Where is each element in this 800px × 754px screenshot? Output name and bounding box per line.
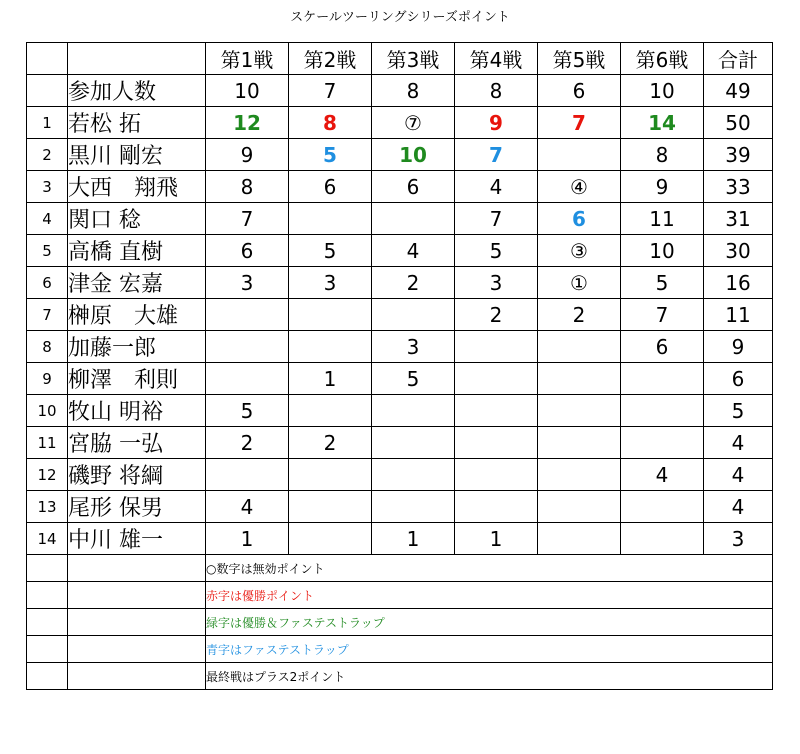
race-points-cell: 7 [206,203,289,235]
race-points-cell: 9 [206,139,289,171]
race-points-cell: 2 [455,299,538,331]
name-cell: 高橋 直樹 [68,235,206,267]
race-points-cell: 9 [455,107,538,139]
table-row [27,107,773,139]
total-cell: 30 [704,235,773,267]
participants-count: 10 [621,75,704,107]
race-points-cell [455,459,538,491]
race-points-cell: 3 [289,267,372,299]
note-blank [68,609,206,636]
race-points-cell [621,363,704,395]
race-points-cell: 14 [621,107,704,139]
race-points-cell [621,395,704,427]
participants-blank [27,75,68,107]
legend-note: 赤字は優勝ポイント [206,582,773,609]
race-points-cell: 4 [372,235,455,267]
race-points-cell [372,459,455,491]
race-points-cell [206,363,289,395]
participants-total: 49 [704,75,773,107]
name-cell: 津金 宏嘉 [68,267,206,299]
rank-cell: 7 [27,299,68,331]
race-points-cell: 6 [538,203,621,235]
race-points-cell: 4 [206,491,289,523]
race-points-cell [372,491,455,523]
note-blank [27,555,68,582]
table-row [27,139,773,171]
rank-cell: 5 [27,235,68,267]
race-points-cell: 6 [206,235,289,267]
race-points-cell: 2 [206,427,289,459]
race-points-cell [538,139,621,171]
race-points-cell [538,331,621,363]
race-points-cell [289,523,372,555]
rank-cell: 3 [27,171,68,203]
header-blank-name [68,43,206,75]
note-row [27,609,773,636]
total-cell: 5 [704,395,773,427]
race-points-cell [289,459,372,491]
participants-count: 6 [538,75,621,107]
note-row [27,582,773,609]
race-points-cell: 3 [372,331,455,363]
race-points-cell: 7 [621,299,704,331]
header-race-1: 第1戦 [206,43,289,75]
table-row [27,299,773,331]
total-cell: 6 [704,363,773,395]
rank-cell: 12 [27,459,68,491]
race-points-cell [538,363,621,395]
total-cell: 33 [704,171,773,203]
table-row [27,267,773,299]
table-row [27,459,773,491]
race-points-cell: 7 [538,107,621,139]
name-cell: 関口 稔 [68,203,206,235]
race-points-cell [455,427,538,459]
race-points-cell: 3 [455,267,538,299]
name-cell: 磯野 将綱 [68,459,206,491]
race-points-cell [289,395,372,427]
name-cell: 宮脇 一弘 [68,427,206,459]
table-row [27,427,773,459]
race-points-cell: 2 [289,427,372,459]
race-points-cell [206,299,289,331]
legend-note: 最終戦はプラス2ポイント [206,663,773,690]
note-row [27,663,773,690]
table-row [27,395,773,427]
note-blank [68,582,206,609]
total-cell: 31 [704,203,773,235]
race-points-cell: 5 [289,139,372,171]
header-race-4: 第4戦 [455,43,538,75]
race-points-cell: 8 [289,107,372,139]
race-points-cell: 10 [372,139,455,171]
total-cell: 3 [704,523,773,555]
name-cell: 加藤一郎 [68,331,206,363]
table-row [27,331,773,363]
table-row [27,523,773,555]
race-points-cell: 5 [372,363,455,395]
table-row [27,235,773,267]
legend-note: 緑字は優勝＆ファステストラップ [206,609,773,636]
header-blank-rank [27,43,68,75]
race-points-cell [206,459,289,491]
race-points-cell: ① [538,267,621,299]
race-points-cell: 2 [538,299,621,331]
total-cell: 50 [704,107,773,139]
race-points-cell [538,523,621,555]
name-cell: 榊原 大雄 [68,299,206,331]
header-race-2: 第2戦 [289,43,372,75]
header-race-6: 第6戦 [621,43,704,75]
note-blank [27,636,68,663]
rank-cell: 14 [27,523,68,555]
race-points-cell [289,331,372,363]
rank-cell: 4 [27,203,68,235]
points-table [26,42,773,690]
race-points-cell [455,491,538,523]
total-cell: 4 [704,491,773,523]
name-cell: 尾形 保男 [68,491,206,523]
race-points-cell [621,523,704,555]
race-points-cell: 6 [289,171,372,203]
legend-note: 青字はファステストラップ [206,636,773,663]
race-points-cell [372,427,455,459]
race-points-cell: 4 [455,171,538,203]
header-race-3: 第3戦 [372,43,455,75]
race-points-cell: 6 [372,171,455,203]
race-points-cell: 2 [372,267,455,299]
name-cell: 大西 翔飛 [68,171,206,203]
rank-cell: 10 [27,395,68,427]
rank-cell: 8 [27,331,68,363]
name-cell: 牧山 明裕 [68,395,206,427]
race-points-cell [538,491,621,523]
name-cell: 黒川 剛宏 [68,139,206,171]
note-blank [27,609,68,636]
note-blank [68,663,206,690]
participants-count: 8 [372,75,455,107]
participants-label: 参加人数 [68,75,206,107]
total-cell: 11 [704,299,773,331]
participants-count: 10 [206,75,289,107]
race-points-cell: ⑦ [372,107,455,139]
race-points-cell: 1 [372,523,455,555]
race-points-cell [621,427,704,459]
rank-cell: 6 [27,267,68,299]
race-points-cell: 1 [455,523,538,555]
table-row [27,491,773,523]
note-blank [27,663,68,690]
table-row [27,171,773,203]
total-cell: 16 [704,267,773,299]
participants-count: 8 [455,75,538,107]
race-points-cell [289,203,372,235]
total-cell: 4 [704,459,773,491]
race-points-cell: ③ [538,235,621,267]
note-blank [68,555,206,582]
race-points-cell: 4 [621,459,704,491]
race-points-cell: 12 [206,107,289,139]
race-points-cell: 7 [455,139,538,171]
participants-count: 7 [289,75,372,107]
race-points-cell: 5 [621,267,704,299]
page-title: スケールツーリングシリーズポイント [290,10,510,25]
race-points-cell: 6 [621,331,704,363]
header-total: 合計 [704,43,773,75]
total-cell: 9 [704,331,773,363]
table-row [27,203,773,235]
rank-cell: 2 [27,139,68,171]
note-row [27,555,773,582]
header-row [27,43,773,75]
race-points-cell: 1 [206,523,289,555]
race-points-cell: 11 [621,203,704,235]
race-points-cell [455,331,538,363]
rank-cell: 11 [27,427,68,459]
note-blank [27,582,68,609]
race-points-cell [455,363,538,395]
note-blank [68,636,206,663]
name-cell: 柳澤 利則 [68,363,206,395]
race-points-cell: 3 [206,267,289,299]
race-points-cell [621,491,704,523]
race-points-cell [289,299,372,331]
race-points-cell: 5 [455,235,538,267]
race-points-cell: 7 [455,203,538,235]
name-cell: 中川 雄一 [68,523,206,555]
total-cell: 4 [704,427,773,459]
race-points-cell: 5 [206,395,289,427]
name-cell: 若松 拓 [68,107,206,139]
legend-note: ○数字は無効ポイント [206,555,773,582]
race-points-cell: 1 [289,363,372,395]
race-points-cell: ④ [538,171,621,203]
participants-row [27,75,773,107]
race-points-cell: 10 [621,235,704,267]
race-points-cell [206,331,289,363]
total-cell: 39 [704,139,773,171]
rank-cell: 13 [27,491,68,523]
race-points-cell [372,299,455,331]
race-points-cell [538,427,621,459]
race-points-cell [538,459,621,491]
table-row [27,363,773,395]
race-points-cell: 8 [206,171,289,203]
race-points-cell [372,203,455,235]
race-points-cell: 5 [289,235,372,267]
race-points-cell [538,395,621,427]
race-points-cell: 9 [621,171,704,203]
header-race-5: 第5戦 [538,43,621,75]
race-points-cell [372,395,455,427]
rank-cell: 1 [27,107,68,139]
rank-cell: 9 [27,363,68,395]
race-points-cell [289,491,372,523]
race-points-cell: 8 [621,139,704,171]
race-points-cell [455,395,538,427]
note-row [27,636,773,663]
